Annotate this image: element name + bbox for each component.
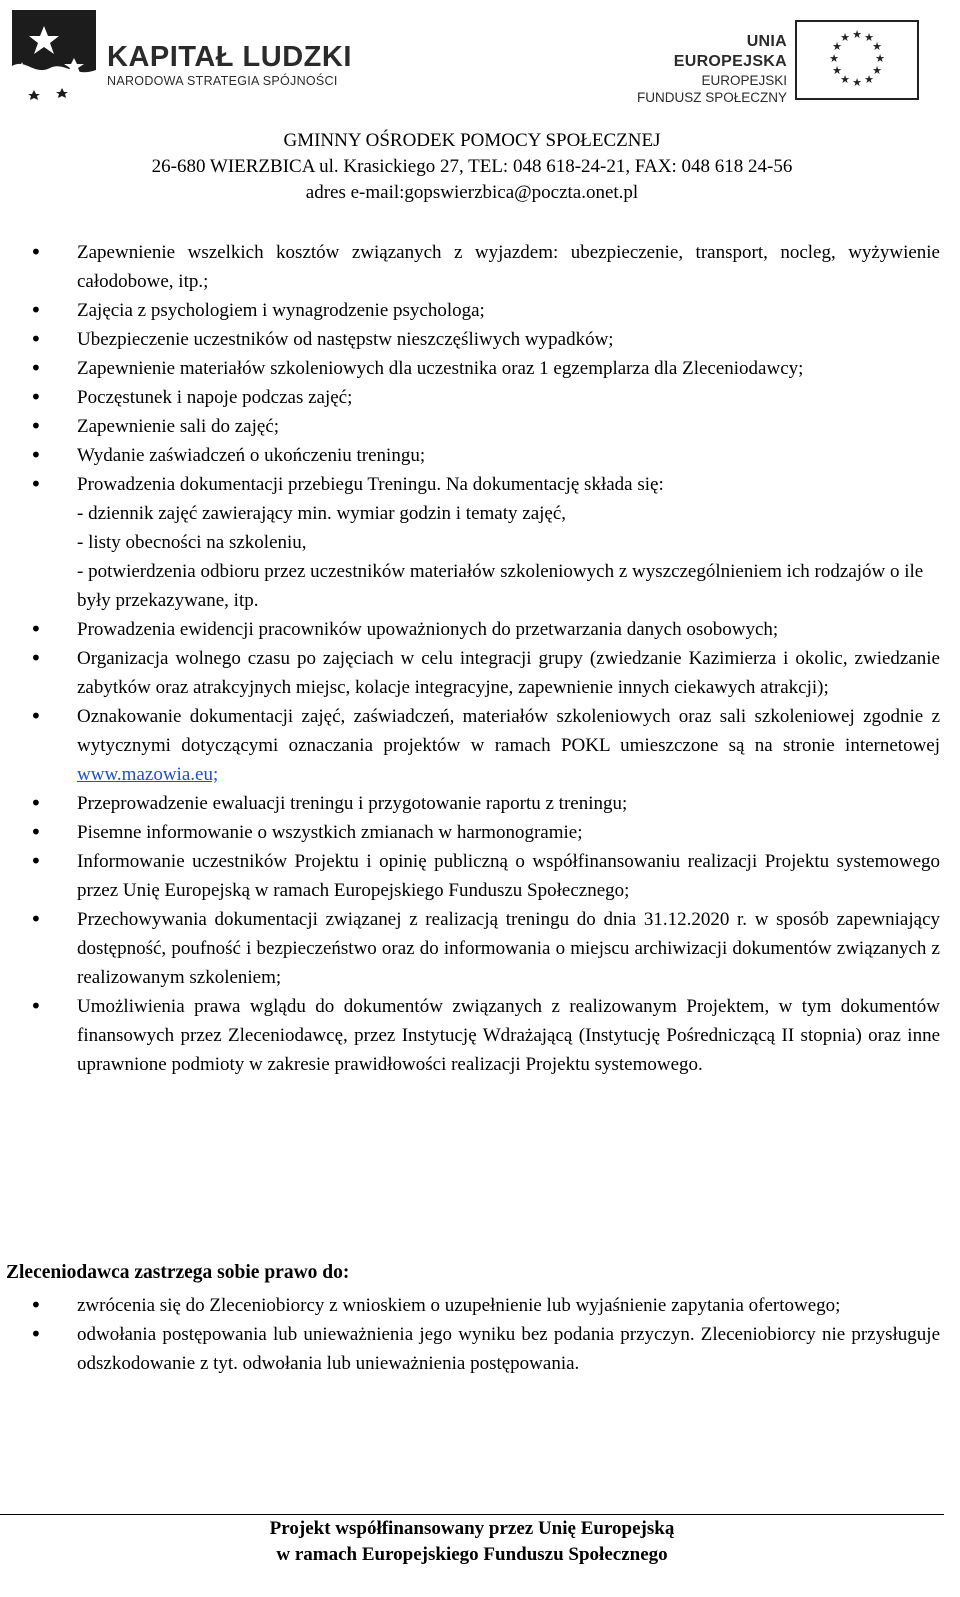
footer-divider bbox=[0, 1514, 944, 1515]
rights-list bbox=[30, 1291, 940, 1378]
svg-text:★: ★ bbox=[840, 73, 850, 86]
list-item: • Umożliwienia prawa wglądu do dokumentów związanych z realizowanym Projektem, w tym dokumentów finansowych przez Zleceniodawcę, przez Instytucję Wdrażającą (Instytucję Pośredniczącą II stopnia) oraz inne uprawnione podmioty w zakresie prawidłowości realizacji Projektu systemowego. bbox=[30, 992, 940, 1079]
documentation-subline: - potwierdzenia odbioru przez uczestników materiałów szkoleniowych z wyszczególnieniem ich rodzajów o ile były przekazywane, itp. bbox=[77, 561, 924, 611]
svg-text:★: ★ bbox=[864, 31, 874, 44]
svg-text:★: ★ bbox=[832, 64, 842, 77]
eu-logo-line1: UNIA EUROPEJSKA bbox=[673, 33, 787, 70]
list-item: • Poczęstunek i napoje podczas zajęć; bbox=[30, 383, 940, 412]
list-item: • Wydanie zaświadczeń o ukończeniu treningu; bbox=[30, 441, 940, 470]
obligations-section bbox=[30, 238, 940, 1079]
svg-text:★: ★ bbox=[872, 64, 882, 77]
mazowia-link[interactable]: www.mazowia.eu; bbox=[77, 764, 219, 785]
obligations-list bbox=[30, 238, 940, 1079]
eu-logo bbox=[632, 20, 932, 105]
list-item: • Zapewnienie wszelkich kosztów związanych z wyjazdem: ubezpieczenie, transport, nocleg, wyżywienie całodobowe, itp.; bbox=[30, 238, 940, 296]
svg-text:★: ★ bbox=[829, 52, 839, 65]
list-item: • zwrócenia się do Zleceniobiorcy z wnioskiem o uzupełnienie lub wyjaśnienie zapytania ofertowego; bbox=[30, 1291, 940, 1320]
org-name: GMINNY OŚRODEK POMOCY SPOŁECZNEJ bbox=[283, 130, 661, 151]
org-email: adres e-mail:gopswierzbica@poczta.onet.pl bbox=[305, 182, 639, 203]
footer bbox=[0, 1516, 944, 1568]
list-item: • Zajęcia z psychologiem i wynagrodzenie psychologa; bbox=[30, 296, 940, 325]
list-item: • Informowanie uczestników Projektu i opinię publiczną o współfinansowaniu realizacji Projektu systemowego przez Unię Europejską w ramach Europejskiego Funduszu Społecznego; bbox=[30, 847, 940, 905]
footer-line2: w ramach Europejskiego Funduszu Społecznego bbox=[276, 1544, 668, 1565]
documentation-subline: - dziennik zajęć zawierający min. wymiar godzin i tematy zajęć, bbox=[77, 503, 567, 524]
svg-text:★: ★ bbox=[852, 28, 862, 41]
eu-flag-icon bbox=[795, 20, 919, 100]
logo-subtitle: NARODOWA STRATEGIA SPÓJNOŚCI bbox=[107, 74, 338, 88]
list-item: • Oznakowanie dokumentacji zajęć, zaświadczeń, materiałów szkoleniowych oraz sali szkoleniowej zgodnie z wytycznymi dotyczącymi oznaczania projektów w ramach POKL umieszczone są na stronie internetowej www.mazowia.eu; bbox=[30, 702, 940, 789]
list-item: • Organizacja wolnego czasu po zajęciach w celu integracji grupy (zwiedzanie Kazimierza i okolic, zwiedzanie zabytków oraz atrakcyjnych miejsc, kolacje integracyjne, zapewnienie innych ciekawych atrakcji); bbox=[30, 644, 940, 702]
rights-section bbox=[30, 1291, 940, 1378]
list-item: • Ubezpieczenie uczestników od następstw nieszczęśliwych wypadków; bbox=[30, 325, 940, 354]
list-item-documentation: • Prowadzenia dokumentacji przebiegu Treningu. Na dokumentację składa się: - dziennik zajęć zawierający min. wymiar godzin i tematy zajęć, - listy obecności na szkoleniu, - potwierdzenia odbioru przez uczestników materiałów szkoleniowych z wyszczególnieniem ich rodzajów o ile były przekazywane, itp. bbox=[30, 470, 940, 615]
documentation-subline: - listy obecności na szkoleniu, bbox=[77, 532, 307, 553]
svg-text:★: ★ bbox=[875, 52, 885, 65]
kapital-ludzki-emblem-icon bbox=[4, 6, 100, 110]
list-item: • Zapewnienie materiałów szkoleniowych dla uczestnika oraz 1 egzemplarza dla Zleceniodawcy; bbox=[30, 354, 940, 383]
list-item: • Przechowywania dokumentacji związanej z realizacją treningu do dnia 31.12.2020 r. w sposób zapewniający dostępność, poufność i bezpieczeństwo oraz do informowania o miejscu archiwizacji dokumentów związanych z realizowanym szkoleniem; bbox=[30, 905, 940, 992]
eu-logo-line2: EUROPEJSKI bbox=[701, 73, 787, 88]
list-item: • Zapewnienie sali do zajęć; bbox=[30, 412, 940, 441]
logo-title: KAPITAŁ LUDZKI bbox=[107, 41, 352, 73]
svg-text:★: ★ bbox=[872, 40, 882, 53]
kapital-ludzki-logo bbox=[4, 6, 364, 110]
rights-heading: Zleceniodawca zastrzega sobie prawo do: bbox=[6, 1262, 350, 1283]
svg-text:★: ★ bbox=[832, 40, 842, 53]
organization-header bbox=[0, 128, 944, 206]
svg-text:★: ★ bbox=[864, 73, 874, 86]
footer-line1: Projekt współfinansowany przez Unię Europejską bbox=[269, 1518, 675, 1539]
list-item: • odwołania postępowania lub unieważnienia jego wyniku bez podania przyczyn. Zleceniobiorcy nie przysługuje odszkodowanie z tyt. odwołania lub unieważnienia postępowania. bbox=[30, 1320, 940, 1378]
svg-text:★: ★ bbox=[840, 31, 850, 44]
list-item: • Przeprowadzenie ewaluacji treningu i przygotowanie raportu z treningu; bbox=[30, 789, 940, 818]
eu-logo-line3: FUNDUSZ SPOŁECZNY bbox=[636, 90, 787, 105]
org-address: 26-680 WIERZBICA ul. Krasickiego 27, TEL: 048 618-24-21, FAX: 048 618 24-56 bbox=[151, 156, 793, 177]
list-item: • Pisemne informowanie o wszystkich zmianach w harmonogramie; bbox=[30, 818, 940, 847]
svg-text:★: ★ bbox=[852, 76, 862, 89]
list-item: • Prowadzenia ewidencji pracowników upoważnionych do przetwarzania danych osobowych; bbox=[30, 615, 940, 644]
